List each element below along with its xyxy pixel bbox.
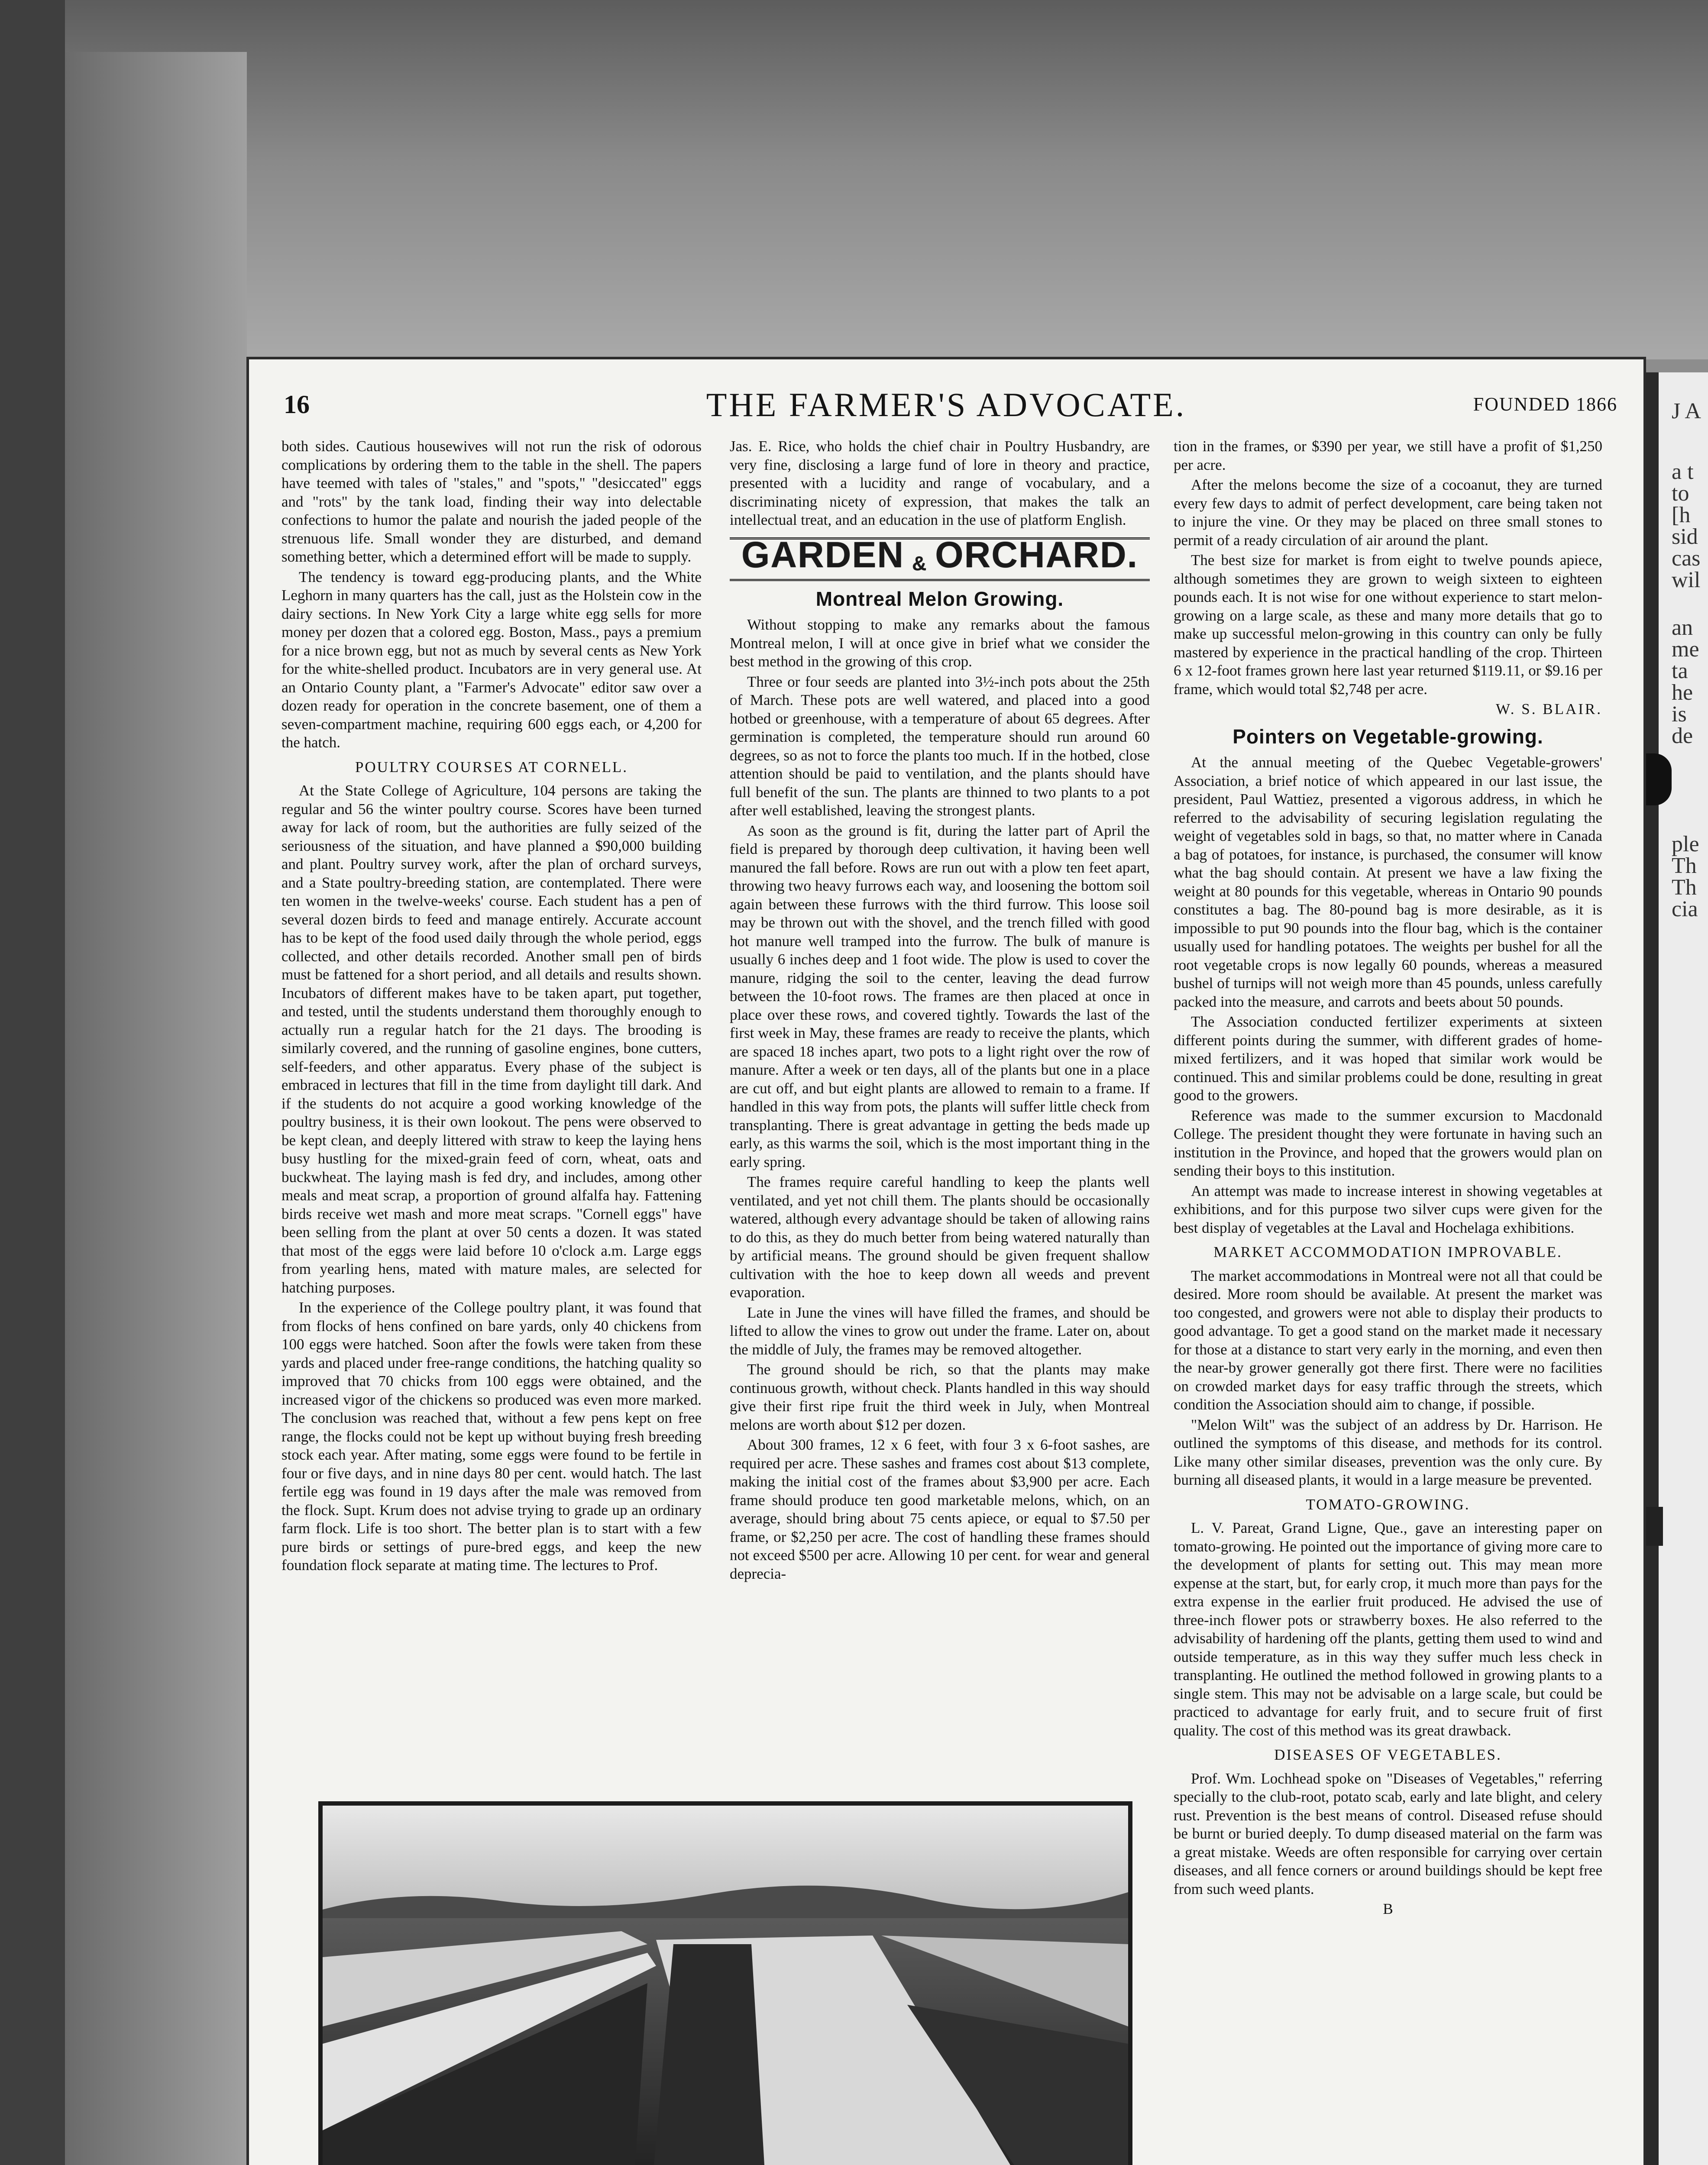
paragraph: The tendency is toward egg-producing plants, and the White Leghorn in many quarters has the call, just as the Holstein cow in the dairy sections. In New York City a large white egg sells for more money per dozen that a colored egg. Boston, Mass., pays a premium for a nice brown egg, but not as much by several cents as New York for the white-shelled product. Incubators are in very general use. At an Ontario County plant, a "Farmer's Advocate" editor saw over a dozen ready for operation in the concrete basement, one of them a seven-compartment machine, requiring 600 eggs each, or 4,200 for the hatch. — [281, 568, 702, 751]
paragraph: tion in the frames, or $390 per year, we still have a profit of $1,250 per acre. — [1174, 438, 1602, 473]
paragraph: About 300 frames, 12 x 6 feet, with four 3 x 6-foot sashes, are required per acre. These sashes and frames cost about $13 complete, making the initial cost of the frames about $3,900 per acre. Each frame should produce ten good marketable melons, which, on an average, should bring about 75 cents apiece, or equal to $7.50 per frame, or $2,250 per acre. The cost of handling these frames should not exceed $500 per acre. Allowing 10 per cent. for wear and general deprecia- — [730, 1436, 1150, 1582]
paragraph: The frames require careful handling to keep the plants well ventilated, and yet not chill them. The plants should be occasionally watered, although every advantage should be taken of allowing rains to do this, as they do much better from being watered naturally than by artificial means. The ground should be given frequent shallow cultivation with the hoe to keep down all weeds and prevent evaporation. — [730, 1173, 1150, 1301]
paragraph: Three or four seeds are planted into 3½-inch pots about the 25th of March. These pots are well watered, and placed into a good hotbed or greenhouse, with a temperature of about 65 degrees. After germination is completed, the temperature should run around 60 degrees, so as not to force the plants too much. If in the hotbed, close attention should be paid to ventilation, and the plants should have full benefit of the sun. The plants are thinned to two plants to a pot after well established, leaving the strongest plants. — [730, 673, 1150, 819]
column-3 — [1174, 437, 1602, 2165]
paragraph: The market accommodations in Montreal were not all that could be desired. More room should be available. At present the market was too congested, and growers were not able to display their products to good advantage. To get a good stand on the market made it necessary for those at a distance to start very early in the morning, and even then the near-by grower generally got there first. There were no facilities on crowded market days for easy traffic through the streets, which condition the Association should aim to change, if possible. — [1174, 1267, 1602, 1413]
paragraph: Late in June the vines will have filled the frames, and should be lifted to allow the vines to grow out under the frame. Later on, about the middle of July, the frames may be removed altogether. — [730, 1304, 1150, 1358]
adjacent-page-edge — [1641, 372, 1659, 2165]
column-1 — [281, 437, 702, 1793]
melon-frames-photo — [318, 1801, 1132, 2165]
paper-title: THE FARMER'S ADVOCATE. — [706, 386, 1187, 423]
paragraph: both sides. Cautious housewives will not run the risk of odorous complications by ordering them to the table in the shell. The papers have teemed with tales of "stales," and "spots," "desiccated" eggs and "rots" by the tank load, finding their way into delectable confections to humor the palate and nourish the jaded people of the strenuous life. Small wonder they are disturbed, and demand something better, which a determined effort will be made to supply. — [281, 438, 702, 565]
paragraph: Reference was made to the summer excursion to Macdonald College. The president thought they were fortunate in having such an institution in the Province, and hoped that the growers would plan on sending their boys to this institution. — [1174, 1107, 1602, 1179]
subheading: TOMATO-GROWING. — [1306, 1496, 1470, 1513]
section-title-right: ORCHARD. — [935, 534, 1138, 575]
masthead — [249, 385, 1643, 424]
margin-fragment: cia — [1672, 897, 1698, 921]
paragraph: An attempt was made to increase interest in showing vegetables at exhibitions, and for this purpose two silver cups were given for the best display of vegetables at the Laval and Hochelaga exhibitions. — [1174, 1182, 1602, 1236]
subheading: DISEASES OF VEGETABLES. — [1274, 1746, 1502, 1763]
author-signature: W. S. BLAIR. — [1495, 701, 1602, 717]
margin-fragment: me — [1672, 637, 1699, 662]
subheading: MARKET ACCOMMODATION IMPROVABLE. — [1213, 1244, 1562, 1260]
section-ampersand: & — [912, 552, 928, 575]
newspaper-page — [249, 359, 1643, 2165]
paragraph: Prof. Wm. Lochhead spoke on "Diseases of Vegetables," referring specially to the club-root, potato scab, early and late blight, and celery rust. Prevention is the best means of control. Diseased refuse should be burnt or buried deeply. To dump diseased material on the farm was a great mistake. Weeds are often responsible for carrying over certain diseases, and all fence corners or around buildings should be kept free from such weed plants. — [1174, 1770, 1602, 1897]
scan-background-strip — [65, 52, 247, 2165]
margin-fragment: wil — [1672, 568, 1701, 592]
scan-background-left — [0, 0, 65, 2165]
photo-image — [318, 1801, 1132, 2165]
paragraph: Without stopping to make any remarks about the famous Montreal melon, I will at once give in brief what we consider the best method in the growing of this crop. — [730, 616, 1150, 670]
paragraph: Jas. E. Rice, who holds the chief chair in Poultry Husbandry, are very fine, disclosing a large fund of lore in theory and practice, presented with a lucidity and range of vocabulary, and a discriminating nicety of expression, that makes the talk an intellectual treat, and an education in the use of platform English. — [730, 438, 1150, 528]
column-2 — [730, 437, 1150, 1693]
section-banner — [730, 534, 1150, 581]
page-tear-mark — [1641, 1507, 1663, 1546]
page-number: 16 — [284, 390, 310, 419]
paragraph: As soon as the ground is fit, during the latter part of April the field is prepared by thorough deep cultivation, it having been well manured the fall before. Rows are run out with a plow ten feet apart, throwing two heavy furrows each way, and loosening the bottom soil again between these furrows with the third furrow. This loose soil may be thrown out with the shovel, and the trench filled with good hot manure well tramped into the furrow. The bulk of manure is usually 6 inches deep and 1 foot wide. The plow is used to cover the manure, ridging the soil to the center, leaving the dead furrow between the 10-foot rows. The frames are then placed at once in place over these rows, and covered tightly. Towards the last of the first week in May, these frames are ready to receive the plants, which are spaced 18 inches apart, two pots to a light right over the row of manure. After a week or ten days, all of the plants but one in a place are cut off, and but eight plants are allowed to remain to a frame. If handled in this way from pots, the plants will suffer little check from transplanting. There is great advantage in getting the beds made up early, as this warms the soil, which is the most important thing in the early spring. — [730, 822, 1150, 1170]
margin-fragment: is — [1672, 702, 1687, 727]
adjacent-page-fragment — [1641, 372, 1708, 2165]
margin-fragment: ple — [1672, 832, 1699, 856]
paragraph: In the experience of the College poultry plant, it was found that from flocks of hens confined on bare yards, only 40 chickens from 100 eggs were hatched. Soon after the fowls were taken from these yards and placed under free-range conditions, the hatching quality so improved that 70 chicks from 100 eggs were obtained, and the increased vigor of the chickens so produced was even more marked. The conclusion was reached that, without a few pens kept on free range, the flocks could not be kept up without buying fresh breeding stock each year. After mating, some eggs were found to be fertile in four or five days, and in nine days 80 per cent. would hatch. The last fertile egg was found in 19 days after the male was removed from the flock. Supt. Krum does not advise trying to grade up an ordinary farm flock. Life is too short. The better plan is to start with a few pure birds or settings of pure-bred eggs, and keep the new foundation flock separate at mating time. The lectures to Prof. — [281, 1299, 702, 1574]
paragraph: The ground should be rich, so that the plants may make continuous growth, without check. Plants handled in this way should give their first ripe fruit the third week in July, when Montreal melons are worth about $12 per dozen. — [730, 1361, 1150, 1433]
paragraph: At the State College of Agriculture, 104 persons are taking the regular and 56 the winter poultry course. Scores have been turned away for lack of room, but the authorities are fully seized of the seriousness of the situation, and have planned a $90,000 building and plant. Poultry survey work, after the plan of orchard surveys, and a State poultry-breeding station, are contemplated. There were ten women in the twelve-weeks' course. Each student has a pen of several dozen birds to feed and manage entirely. Accurate account has to be kept of the food used daily through the whole period, eggs collected, and other details recorded. Another small pen of birds must be fattened for a short period, and all details and results shown. Incubators of different makes have to be taken apart, put together, and tested, until the students understand them thoroughly enough to actually run a regular hatch for the 21 days. The brooding is similarly covered, and the running of gasoline engines, bone cutters, self-feeders, and other apparatus. Every phase of the subject is embraced in lectures that fill in the time from daylight till dark. And if the students do not acquire a good working knowledge of the poultry business, it is their own lookout. The pens were observed to be kept clean, and deeply littered with straw to keep the laying hens busy hustling for the mixed-grain feed of corn, wheat, oats and buckwheat. The laying mash is fed dry, and includes, among other meals and meat scrap, a proportion of ground alfalfa hay. Fattening birds receive wet mash and more meat scraps. "Cornell eggs" have been selling from the plant at over 50 cents a dozen. It was stated that most of the eggs were laid before 10 o'clock a.m. Large eggs from yearling hens, mated with mature males, are selected for hatching purposes. — [281, 782, 702, 1296]
margin-fragment: sid — [1672, 524, 1698, 549]
margin-fragment: [h — [1672, 503, 1691, 527]
margin-fragment: cas — [1672, 546, 1701, 571]
folio-mark: B — [1383, 1900, 1393, 1917]
founded-date: FOUNDED 1866 — [1473, 394, 1617, 415]
section-title-left: GARDEN — [741, 534, 905, 575]
page-tear-mark — [1641, 753, 1672, 805]
subheading: POULTRY COURSES AT CORNELL. — [355, 758, 628, 776]
paragraph: L. V. Pareat, Grand Ligne, Que., gave an interesting paper on tomato-growing. He pointed out the importance of giving more care to the development of plants for setting out. This may mean more expense at the start, but, for early crop, it much more than pays for the extra expense in the earlier fruit produced. He advised the use of three-inch flower pots or strawberry boxes. He also referred to the advisability of hardening off the plants, getting them used to wind and outside temperature, as in this way they suffer much less check in transplanting. He outlined the method followed in growing plants to a single stem. This may not be advisable on a large scale, but could be practiced to advantage for early fruit, and to secure fruit of first quality. The cost of this method was its great drawback. — [1174, 1519, 1602, 1739]
margin-fragment: Th — [1672, 875, 1697, 900]
article-heading: Montreal Melon Growing. — [815, 587, 1064, 610]
paragraph: After the melons become the size of a cocoanut, they are turned every few days to admit of perfect development, care being taken not to injure the vine. Or they may be placed on three small stones to permit of a ready circulation of air around the plant. — [1174, 476, 1602, 549]
margin-fragment: ta — [1672, 659, 1688, 683]
scan-background-top — [0, 0, 1708, 359]
article-heading: Pointers on Vegetable-growing. — [1232, 725, 1543, 748]
paragraph: "Melon Wilt" was the subject of an address by Dr. Harrison. He outlined the symptoms of this disease, and methods for its control. Like many other similar diseases, prevention was the only cure. By burning all diseased plants, it would in a large measure be prevented. — [1174, 1416, 1602, 1488]
margin-fragment: Th — [1672, 853, 1697, 878]
margin-fragment: de — [1672, 724, 1693, 748]
paragraph: The best size for market is from eight to twelve pounds apiece, although sometimes they are grown to weigh sixteen to eighteen pounds each. It is not wise for one without experience to start melon-growing on a large scale, as these and many more details that go to make up successful melon-growing in this country can only be fully mastered by experience in the practical handling of the crop. Thirteen 6 x 12-foot frames grown here last year returned $119.11, or $9.16 per frame, which would total $2,748 per acre. — [1174, 552, 1602, 698]
paragraph: At the annual meeting of the Quebec Vegetable-growers' Association, a brief notice of which appeared in our last issue, the president, Paul Wattiez, presented a vigorous address, in which he referred to the advisability of securing legislation regulating the weight of vegetables sold in bags, so that, no matter where in Canada a bag of potatoes, for instance, is purchased, the consumer will know what the bag should contain. At present we have a law fixing the weight at 80 pounds for this vegetable, whereas in Ontario 90 pounds constitutes a bag. The 80-pound bag is more desirable, as it is impossible to put 90 pounds into the flour bag, which is the container usually used for handling potatoes. The weights per bushel for all the root vegetable crops is now legally 60 pounds, whereas a measured bushel of turnips will not weigh more than 45 pounds, unless carefully packed into the measure, and carrots and beets about 50 pounds. — [1174, 754, 1602, 1010]
margin-fragment: a t — [1672, 459, 1694, 484]
margin-fragment: an — [1672, 615, 1693, 640]
margin-fragment: J A — [1672, 399, 1701, 423]
paragraph: The Association conducted fertilizer experiments at sixteen different points during the summer, with different grades of home-mixed fertilizers, and it was hoped that similar work would be continued. This and similar problems could be done, resulting in great good to the growers. — [1174, 1013, 1602, 1104]
margin-fragment: to — [1672, 481, 1689, 506]
margin-fragment: he — [1672, 680, 1693, 705]
